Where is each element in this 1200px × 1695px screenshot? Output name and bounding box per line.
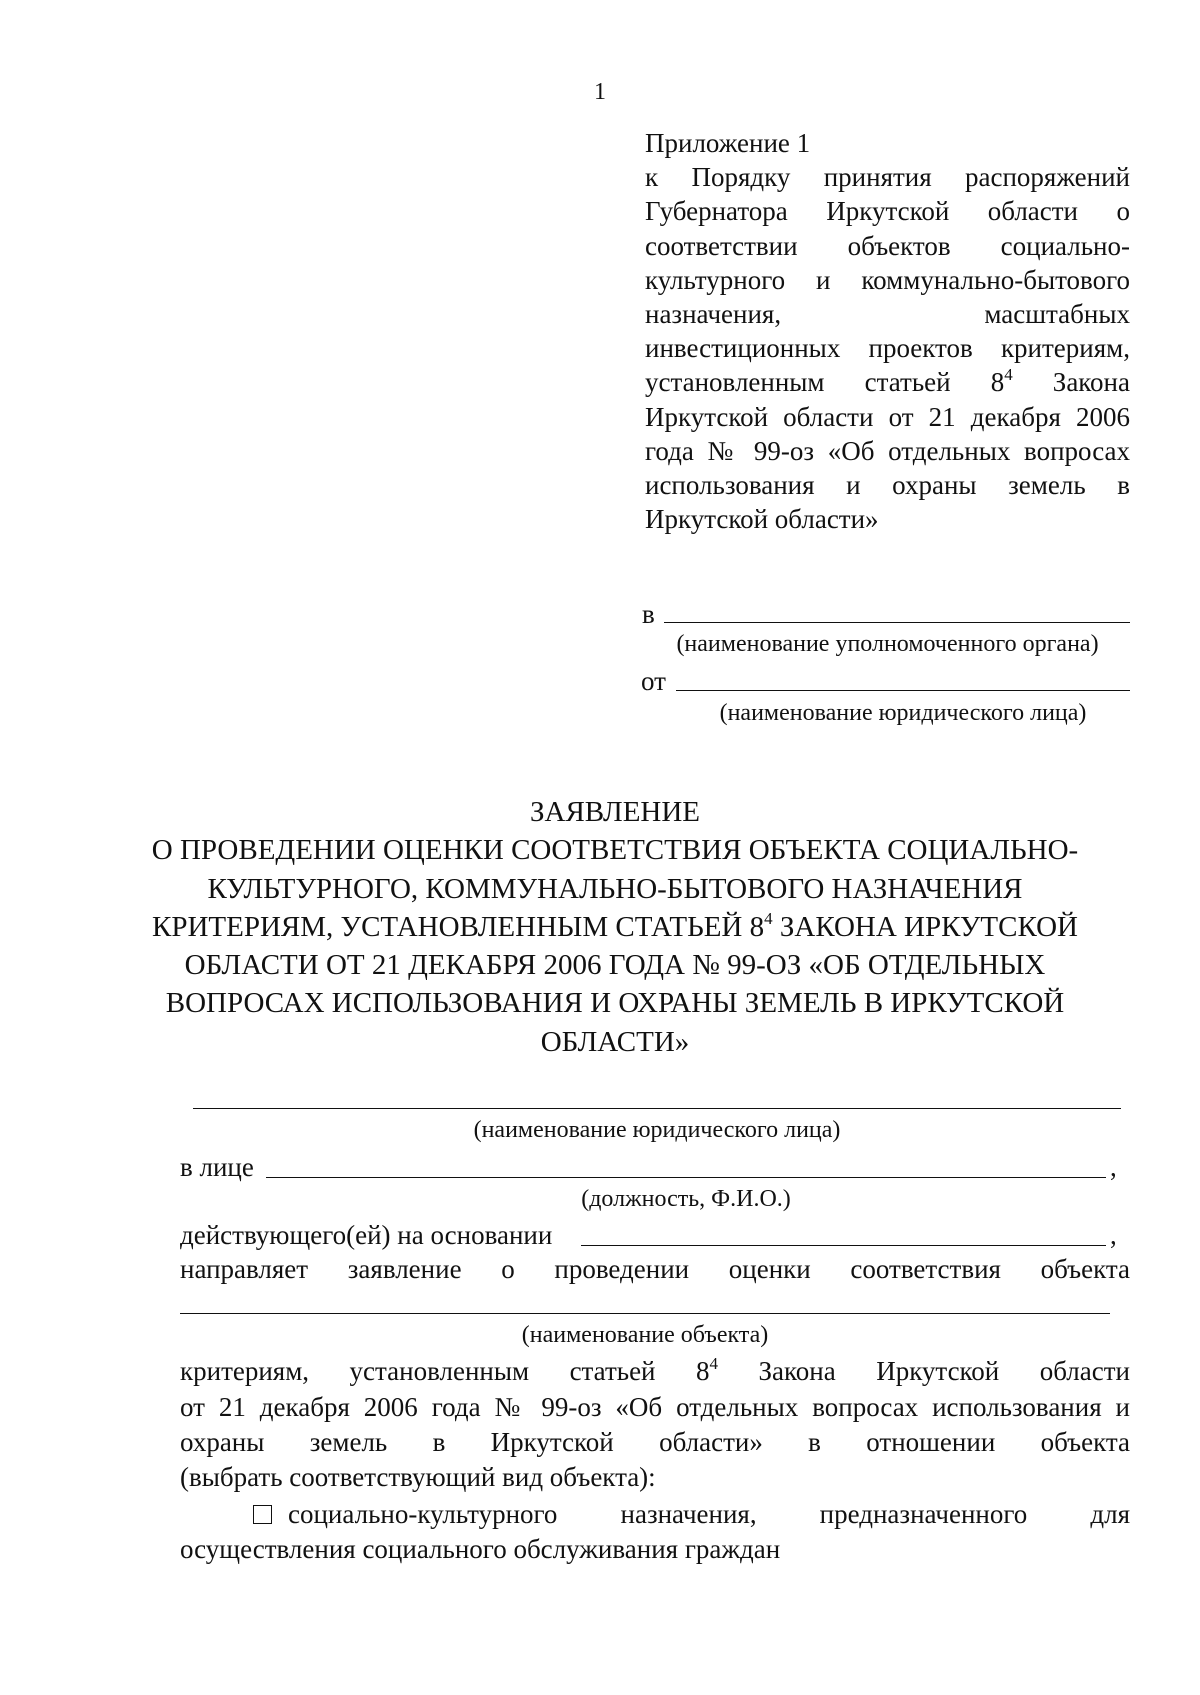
appendix-line: Иркутской области» xyxy=(645,504,879,535)
document-heading xyxy=(150,793,1080,1061)
heading-line: ОБЛАСТИ ОТ 21 ДЕКАБРЯ 2006 ГОДА № 99-ОЗ «ОБ ОТДЕЛЬНЫХ xyxy=(184,949,1046,982)
appendix-line: назначения, масштабных xyxy=(645,299,1130,330)
heading-line: ВОПРОСАХ ИСПОЛЬЗОВАНИЯ И ОХРАНЫ ЗЕМЕЛЬ В ИРКУТСКОЙ xyxy=(165,987,1065,1020)
option-label-continued: осуществления социального обслуживания граждан xyxy=(180,1534,781,1564)
page-number: 1 xyxy=(594,79,606,105)
heading-line: ОБЛАСТИ» xyxy=(540,1025,690,1058)
appendix-line: инвестиционных проектов критериям, xyxy=(645,333,1130,364)
appendix-line: Губернатора Иркутской области о xyxy=(645,196,1130,227)
heading-title: ЗАЯВЛЕНИЕ xyxy=(529,796,701,828)
in-person-label: в лице xyxy=(180,1152,254,1182)
object-name-caption: (наименование объекта) xyxy=(521,1322,769,1348)
to-authority-caption: (наименование уполномоченного органа) xyxy=(676,631,1099,657)
appendix-line: соответствии объектов социально- xyxy=(645,230,1130,261)
heading-line: КУЛЬТУРНОГО, КОММУНАЛЬНО-БЫТОВОГО НАЗНАЧЕНИЯ xyxy=(207,872,1023,905)
choose-line: (выбрать соответствующий вид объекта): xyxy=(180,1462,656,1492)
appendix-block xyxy=(645,126,1130,536)
basis-field[interactable] xyxy=(581,1245,1106,1246)
object-name-field[interactable] xyxy=(180,1313,1110,1314)
appendix-line: к Порядку принятия распоряжений xyxy=(645,162,1130,193)
law-line: от 21 декабря 2006 года № 99-оз «Об отдельных вопросах использования и xyxy=(180,1392,1130,1422)
appendix-article-number: $8^4$ xyxy=(990,365,1013,398)
from-label: от xyxy=(641,666,666,696)
position-name-caption: (должность, Ф.И.О.) xyxy=(581,1186,791,1212)
appendix-article-line xyxy=(645,365,1130,399)
heading-line: О ПРОВЕДЕНИИ ОЦЕНКИ СООТВЕТСТВИЯ ОБЪЕКТА СОЦИАЛЬНО- xyxy=(151,834,1079,867)
position-name-field[interactable] xyxy=(266,1177,1106,1178)
option-social-cultural[interactable] xyxy=(253,1497,1130,1531)
legal-entity-caption: (наименование юридического лица) xyxy=(473,1117,841,1143)
legal-entity-field[interactable] xyxy=(193,1108,1121,1109)
protection-line: охраны земель в Иркутской области» в отношении объекта xyxy=(180,1427,1130,1457)
comma: , xyxy=(1110,1220,1117,1250)
appendix-law-label: Закона xyxy=(1052,367,1130,398)
option-label: социально-культурного назначения, предназначенного для xyxy=(288,1499,1130,1529)
appendix-line: культурного и коммунально-бытового xyxy=(645,264,1130,295)
appendix-line: года № 99-оз «Об отдельных вопросах xyxy=(645,435,1130,466)
comma: , xyxy=(1110,1152,1117,1182)
to-authority-field[interactable] xyxy=(664,622,1130,623)
from-entity-field[interactable] xyxy=(676,690,1130,691)
appendix-title: Приложение 1 xyxy=(645,128,811,158)
from-entity-caption: (наименование юридического лица) xyxy=(719,700,1087,726)
criteria-line: критериям, установленным статьей $8^4$ Закона Иркутской области xyxy=(180,1354,1130,1386)
to-label: в xyxy=(642,599,655,629)
acting-basis-label: действующего(ей) на основании xyxy=(180,1220,553,1250)
submits-line: направляет заявление о проведении оценки соответствия объекта xyxy=(180,1254,1130,1284)
appendix-line: использования и охраны земель в xyxy=(645,470,1130,501)
appendix-article-label: установленным статьей xyxy=(645,367,951,398)
heading-line: КРИТЕРИЯМ, УСТАНОВЛЕННЫМ СТАТЬЕЙ $8^4$ ЗАКОНА ИРКУТСКОЙ xyxy=(152,909,1078,943)
criteria-article-number: $8^4$ xyxy=(696,1354,719,1386)
appendix-line: Иркутской области от 21 декабря 2006 xyxy=(645,401,1130,432)
checkbox[interactable] xyxy=(253,1505,272,1524)
